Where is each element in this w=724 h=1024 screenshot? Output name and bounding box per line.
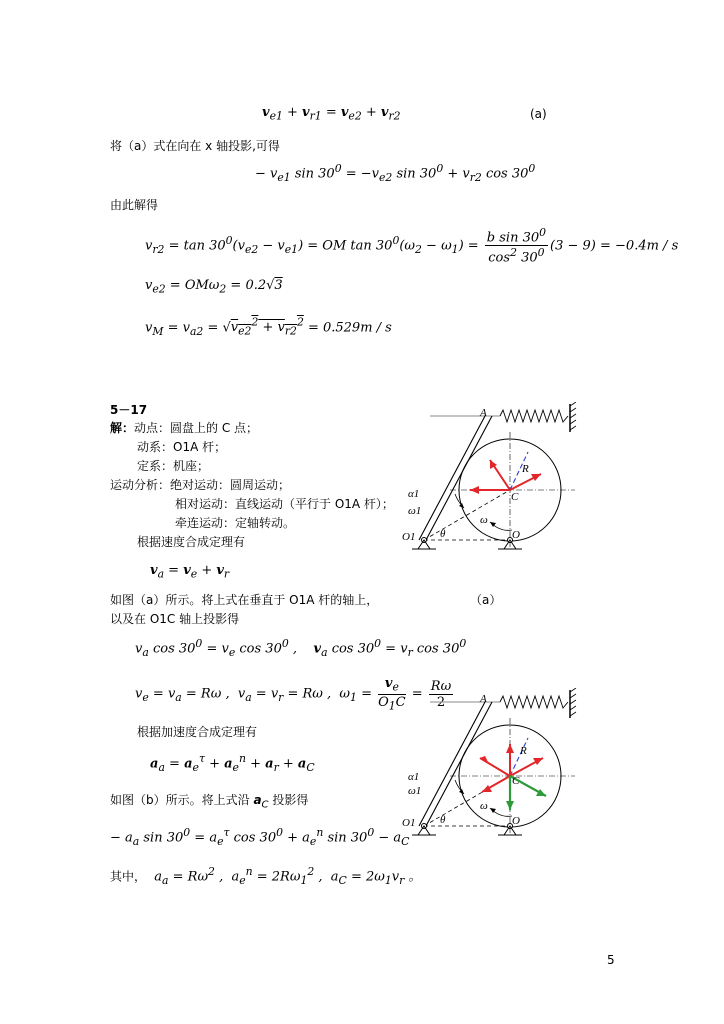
label-omega: ω [480, 800, 488, 812]
label-omega: ω [480, 514, 488, 526]
figure-b [400, 688, 590, 838]
velocity-theorem: 根据速度合成定理有 [137, 535, 246, 549]
equation-va: $v_a = v_e + v_r$ [150, 563, 230, 581]
label-r: R [520, 745, 527, 757]
figure-a [400, 402, 590, 552]
label-omega1: ω1 [408, 785, 422, 797]
label-a: A [480, 693, 487, 705]
accel-theorem: 根据加速度合成定理有 [137, 725, 258, 739]
moving-frame: 动系：O1A 杆； [137, 440, 227, 454]
where-text: 其中， $a_a = R\omega^2$ , $a_e^n = 2R\omega_1^2$ , $a_C = 2\omega_1v_r$ 。 [110, 865, 422, 887]
equation-aa: $a_a = a_e^\tau + a_e^n + a_r + a_C$ [150, 752, 315, 774]
equation-vm: $v_M = v_{a2} = √v_{e2}^2 + v_{r2}^2 = 0.529m / s$ [145, 316, 392, 338]
page-number: 5 [607, 953, 615, 967]
label-theta: θ [440, 528, 446, 540]
label-o1: O1 [402, 817, 416, 829]
text-solve: 由此解得 [110, 198, 159, 212]
fixed-frame: 定系：机座； [137, 459, 210, 473]
label-alpha1: α1 [408, 488, 420, 500]
relative-motion: 相对运动：直线运动（平行于 O1A 杆）； [175, 497, 394, 511]
fig-a-label: （a） [470, 593, 502, 607]
equation-ve: $v_e = v_a = R\omega$ , $v_a = v_r = R\omega$ , $\omega_1$ = $\frac{v_e}{O_1C}$ = $\frac{R\omega}{2}$ [135, 676, 452, 713]
equation-proj-v: $v_a$ $\cos 30^0 = v_e$ $\cos 30^0$ , $v_a$ $\cos 30^0 = v_r$ $\cos 30^0$ [135, 637, 467, 659]
label-c: C [511, 491, 519, 503]
transport-motion: 牵连运动：定轴转动。 [175, 516, 296, 530]
label-o: O [512, 529, 520, 541]
equation-ve2: $v_{e2} = OM\omega_2 = 0.2√3$ [145, 278, 283, 296]
solution-label: 解： [110, 421, 135, 435]
equation-a-label: (a) [530, 107, 547, 121]
fig-a-text2: 以及在 O1C 轴上投影得 [110, 612, 240, 626]
motion-analysis: 运动分析：绝对运动：圆周运动； [110, 478, 291, 492]
label-r: R [522, 463, 529, 475]
moving-point: 解：动点：圆盘上的 C 点； [110, 421, 259, 435]
label-theta: θ [440, 814, 446, 826]
problem-number: 5－17 [110, 403, 148, 417]
label-c: C [512, 775, 520, 787]
label-o: O [512, 815, 520, 827]
equation-vr2: $v_{r2} = \tan 30^0(v_{e2} - v_{e1})$ = OM $\tan 30^0(\omega_2 - \omega_1)$ = $\frac{b \sin 30^0}{\cos^2 30^0}$ (3 − 9) = −0.4m / s [145, 226, 679, 266]
equation-proj-a: − $a_a$ $\sin 30^0 = a_e^\tau$ $\cos 30^0 + a_e^n$ $\sin 30^0 - a_C$ [110, 826, 410, 848]
equation-projection: − $v_{e1}$ $\sin 30^0 = -v_{e2}$ $\sin 30^0 + v_{r2}$ $\cos 30^0$ [255, 162, 536, 184]
label-a: A [480, 407, 487, 419]
text-project: 将（a）式在向在 x 轴投影,可得 [110, 139, 280, 153]
label-omega1: ω1 [408, 505, 422, 517]
label-o1: O1 [402, 531, 416, 543]
fig-b-text: 如图（b）所示。将上式沿 $a_C$ 投影得 [110, 793, 309, 811]
label-alpha1: α1 [408, 771, 420, 783]
fig-a-text: 如图（a）所示。将上式在垂直于 O1A 杆的轴上， [110, 593, 379, 607]
equation-a: $v_{e1} + v_{r1} = v_{e2} + v_{r2}$ [262, 105, 401, 123]
